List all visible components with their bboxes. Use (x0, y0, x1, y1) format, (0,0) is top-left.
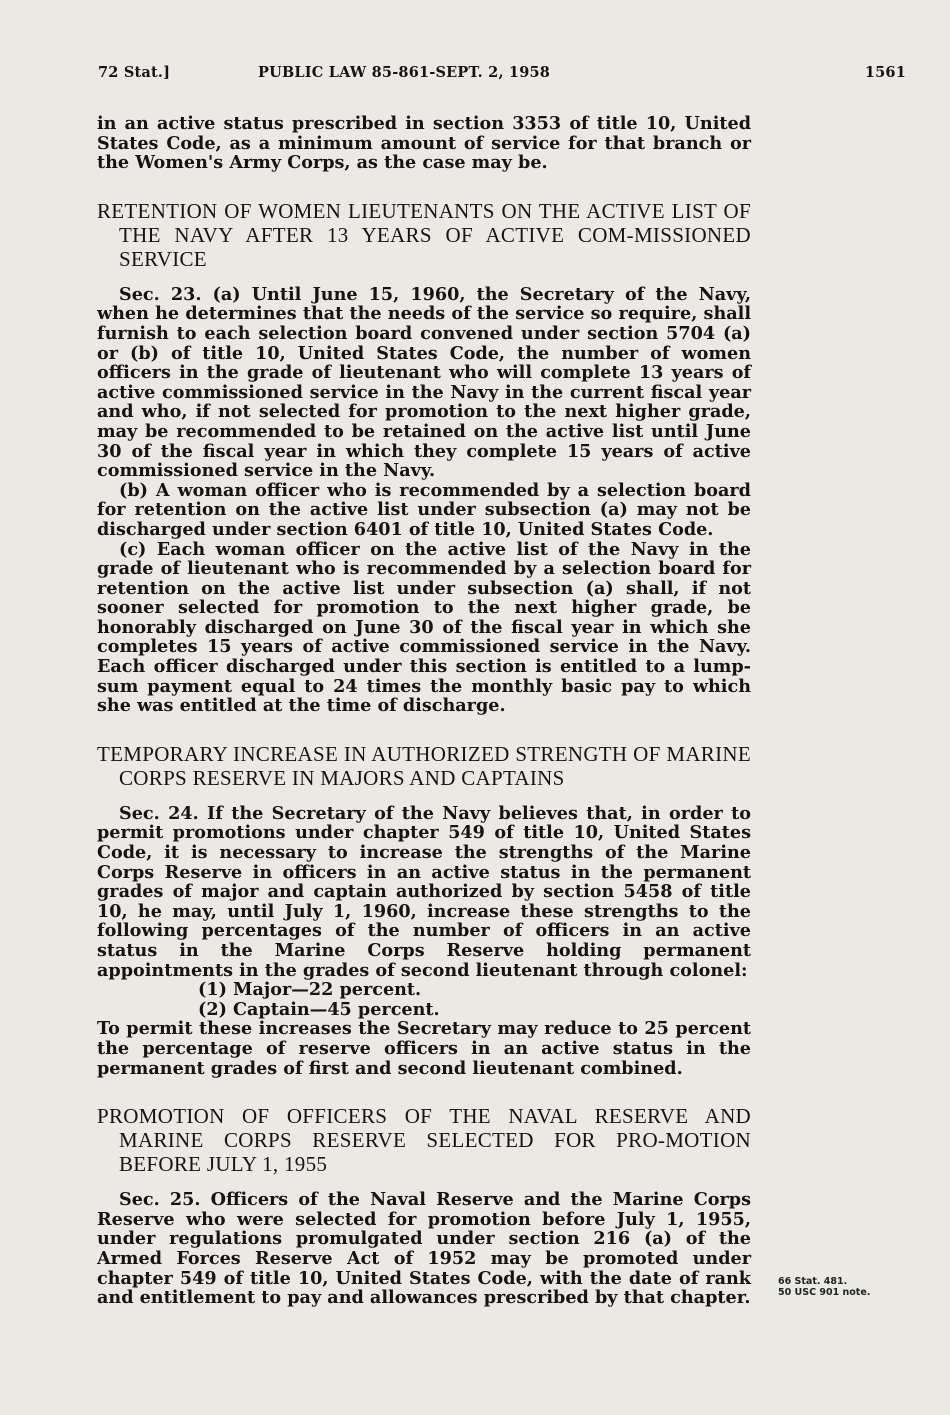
section-heading-temporary-increase: TEMPORARY INCREASE IN AUTHORIZED STRENGTH OF MARINE CORPS RESERVE IN MAJORS AND CAPTAINS (97, 741, 751, 790)
sec-24-item-captain: (2) Captain—45 percent. (198, 998, 440, 1020)
sec-24: Sec. 24. If the Secretary of the Navy believes that, in order to permit promotions under chapter 549 of title 10, United States Code, it is necessary to increase the strengths of the Marine Corps Reserve in officers in an active status in the permanent grades of major and captain authorized by section 5458 of title 10, he may, until July 1, 1960, increase these strengths to the following percentages of the number of officers in an active status in the Marine Corps Reserve holding permanent appointments in the grades of second lieutenant through colonel: (97, 802, 751, 981)
sec-23-c: (c) Each woman officer on the active list of the Navy in the grade of lieutenant who is recommended by a selection board for retention on the active list under subsection (a) shall, if not sooner selected for promotion to the next higher grade, be honorably discharged on June 30 of the fiscal year in which she completes 15 years of active commissioned service in the Navy. Each officer discharged under this section is entitled to a lump-sum payment equal to 24 times the monthly basic pay to which she was entitled at the time of discharge. (97, 538, 751, 717)
margin-note-line: 66 Stat. 481. (778, 1276, 848, 1287)
volume-citation: 72 Stat.] (98, 64, 171, 81)
sec-25: Sec. 25. Officers of the Naval Reserve and the Marine Corps Reserve who were selected for promotion before July 1, 1955, under regulations promulgated under section 216 (a) of the Armed Forces Reserve Act of 1952 may be promoted under chapter 549 of title 10, United States Code, with the date of rank and entitlement to pay and allowances prescribed by that chapter. (97, 1189, 751, 1309)
section-heading-retention: RETENTION OF WOMEN LIEUTENANTS ON THE ACTIVE LIST OF THE NAVY AFTER 13 YEARS OF ACTIVE COM-MISSIONED SERVICE (97, 198, 751, 271)
section-heading-promotion: PROMOTION OF OFFICERS OF THE NAVAL RESERVE AND MARINE CORPS RESERVE SELECTED FOR PRO-MOTION BEFORE JULY 1, 1955 (97, 1104, 751, 1177)
sec-23-a: Sec. 23. (a) Until June 15, 1960, the Secretary of the Navy, when he determines that the needs of the service so require, shall furnish to each selection board convened under section 5704 (a) or (b) of title 10, United States Code, the number of women officers in the grade of lieutenant who will complete 13 years of active commissioned service in the Navy in the current fiscal year and who, if not selected for promotion to the next higher grade, may be recommended to be retained on the active list until June 30 of the fiscal year in which they complete 15 years of active commissioned service in the Navy. (97, 283, 751, 482)
text-column (97, 114, 751, 1308)
sec-24-closing: To permit these increases the Secretary may reduce to 25 percent the percentage of reserve officers in an active status in the permanent grades of first and second lieutenant combined. (97, 1018, 751, 1079)
page-number: 1561 (864, 64, 906, 81)
intro-paragraph: in an active status prescribed in section 3353 of title 10, United States Code, as a minimum amount of service for that branch or the Women's Army Corps, as the case may be. (97, 113, 751, 174)
margin-note-citation (778, 1276, 870, 1298)
sec-23-b: (b) A woman officer who is recommended by a selection board for retention on the active list under subsection (a) may not be discharged under section 6401 of title 10, United States Code. (97, 479, 751, 540)
sec-24-item-major: (1) Major—22 percent. (198, 979, 422, 1001)
margin-note-line: 50 USC 901 note. (778, 1287, 871, 1298)
running-head (98, 64, 906, 86)
law-title: PUBLIC LAW 85-861-SEPT. 2, 1958 (258, 64, 551, 81)
